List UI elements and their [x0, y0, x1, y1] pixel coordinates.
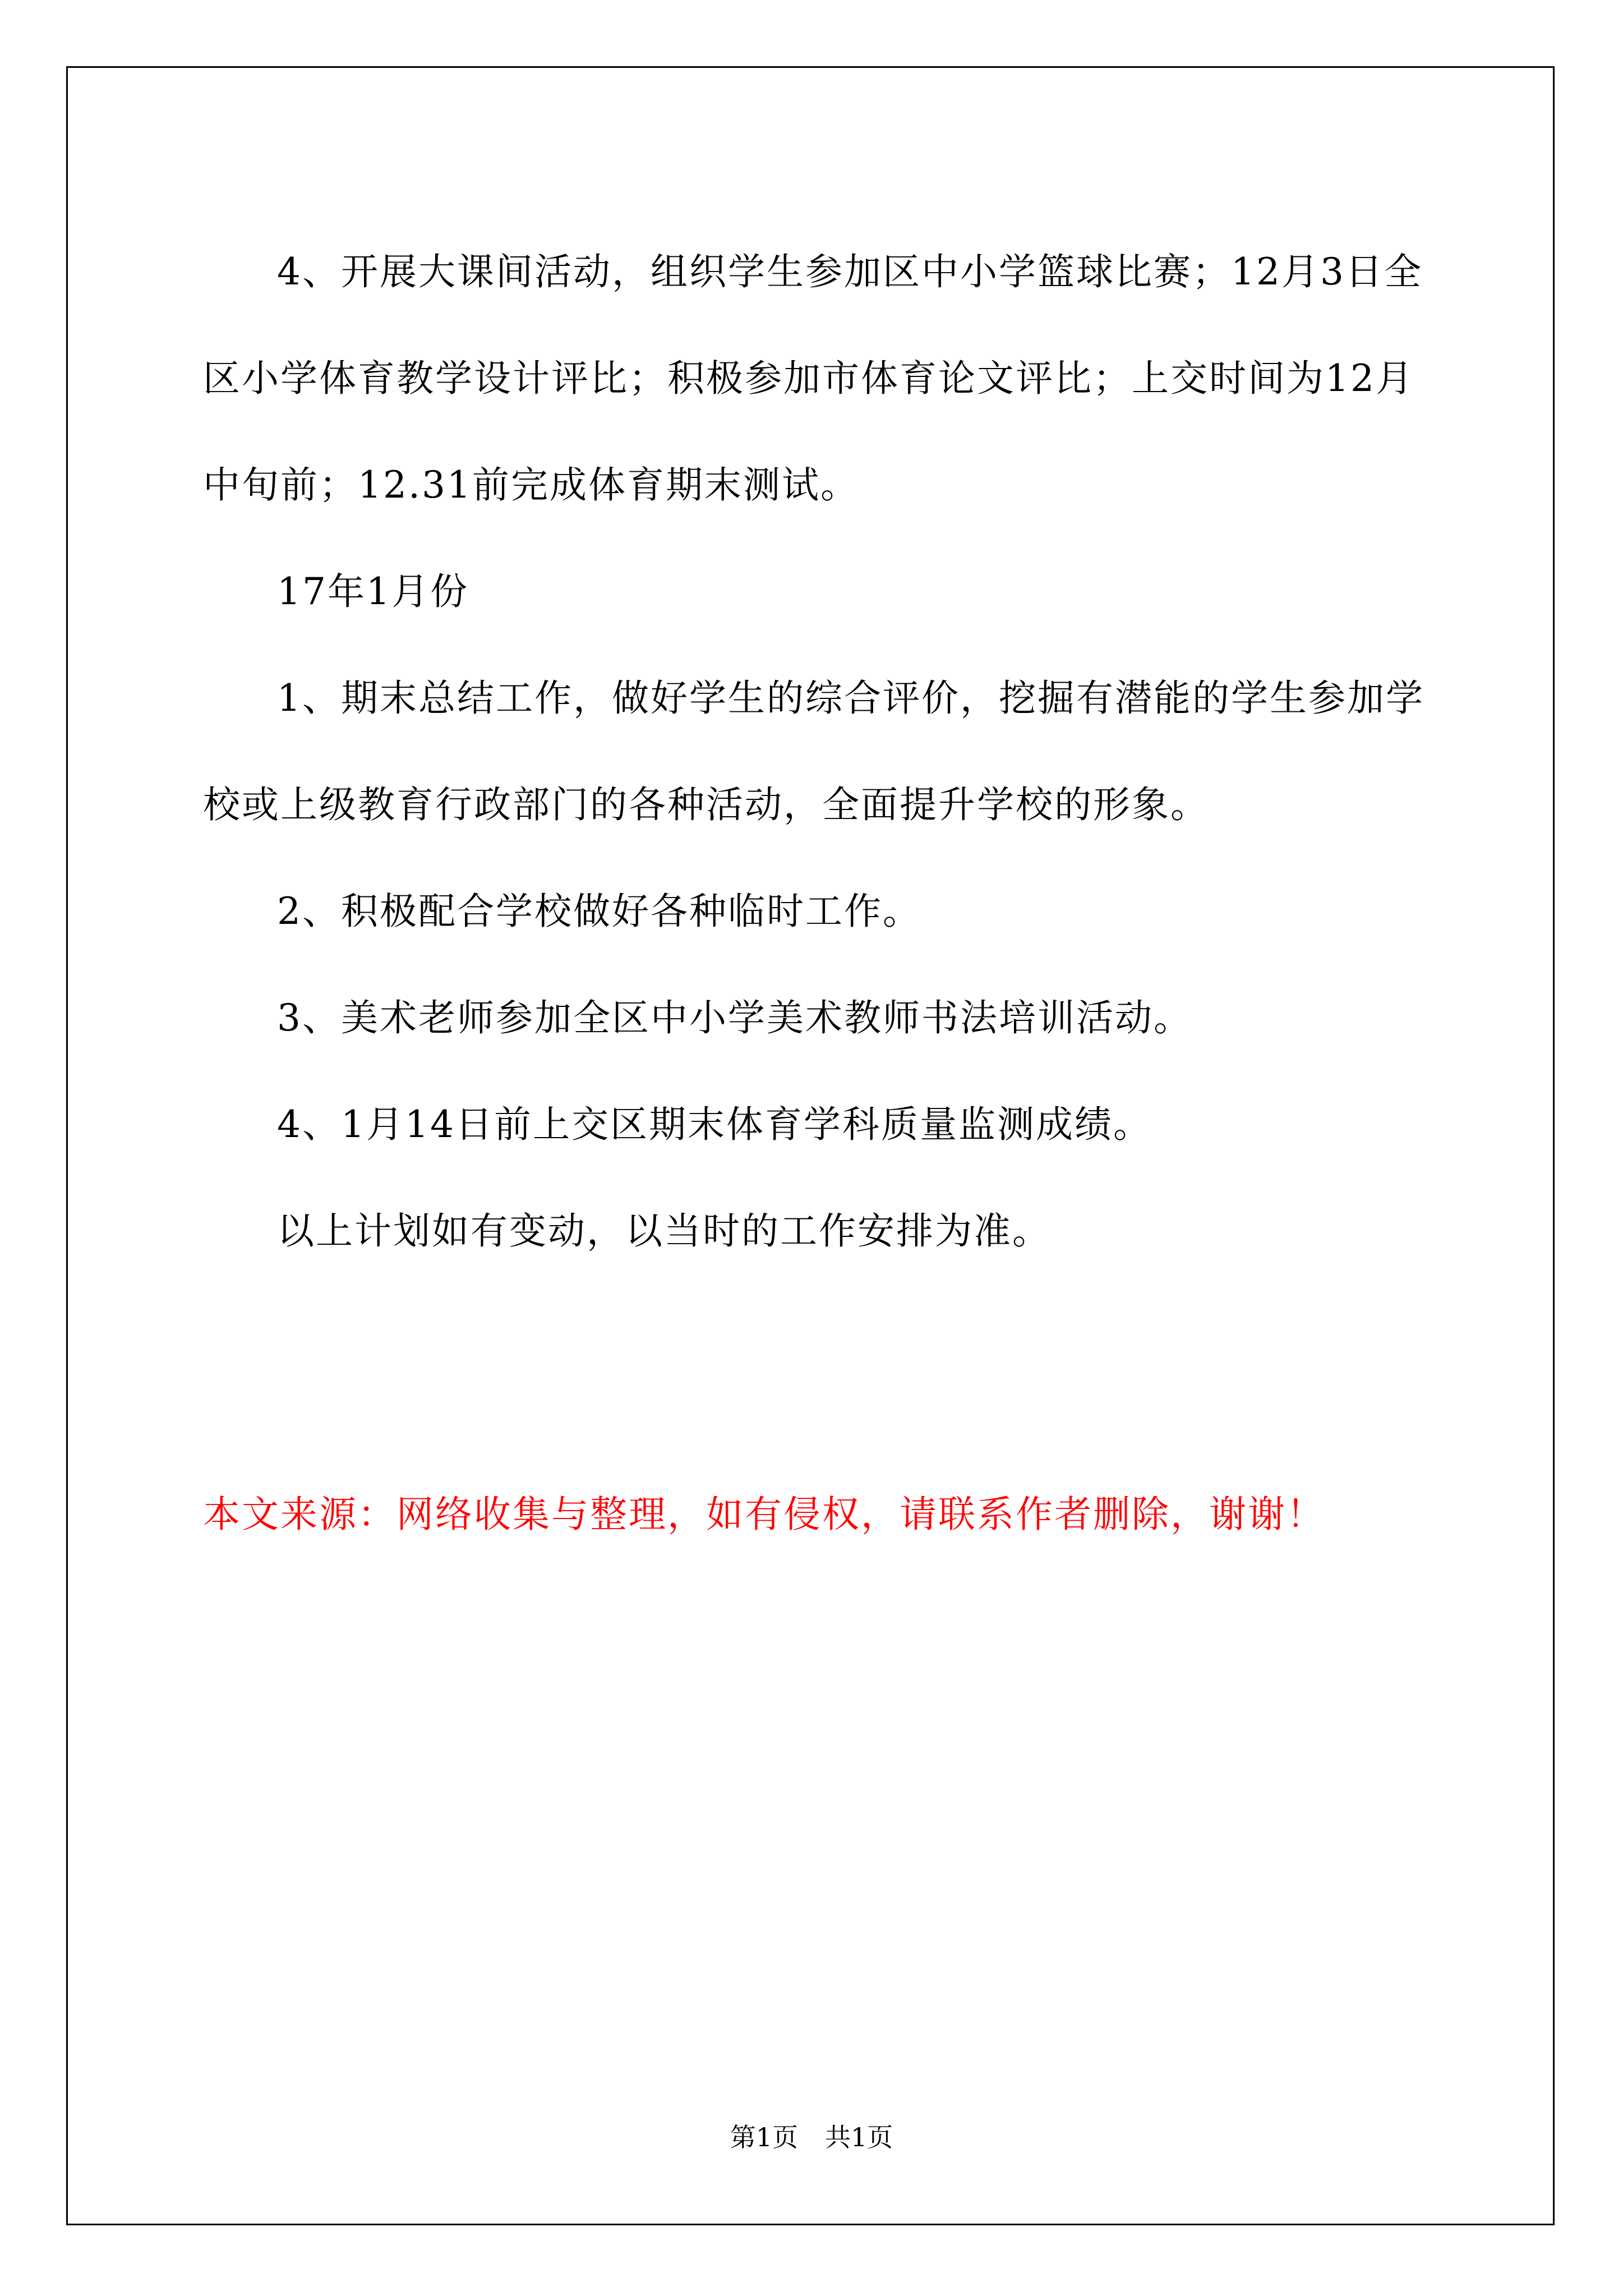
source-note: 本文来源：网络收集与整理，如有侵权，请联系作者删除，谢谢！ — [203, 1493, 1325, 1536]
section-heading: 17年1月份 — [277, 570, 469, 613]
page-number: 第1页 — [730, 2122, 798, 2152]
section-item-3: 3、美术老师参加全区中小学美术教师书法培训活动。 — [277, 996, 1192, 1039]
section-item-2: 2、积极配合学校做好各种临时工作。 — [277, 890, 921, 933]
section-item-1: 1、期末总结工作，做好学生的综合评价，挖掘有潜能的学生参加学校或上级教育行政部门的各种活动，全面提升学校的形象。 — [203, 677, 1424, 826]
document-body — [203, 219, 1431, 1285]
section-item-4: 4、1月14日前上交区期末体育学科质量监测成绩。 — [277, 1103, 1152, 1146]
closing-note: 以上计划如有变动，以当时的工作安排为准。 — [277, 1209, 1051, 1253]
page-total: 共1页 — [825, 2122, 893, 2152]
page-footer — [0, 2120, 1623, 2154]
paragraph-item-4: 4、开展大课间活动，组织学生参加区中小学篮球比赛；12月3日全区小学体育教学设计评比；积极参加市体育论文评比；上交时间为12月中旬前；12.31前完成体育期末测试。 — [203, 250, 1423, 507]
